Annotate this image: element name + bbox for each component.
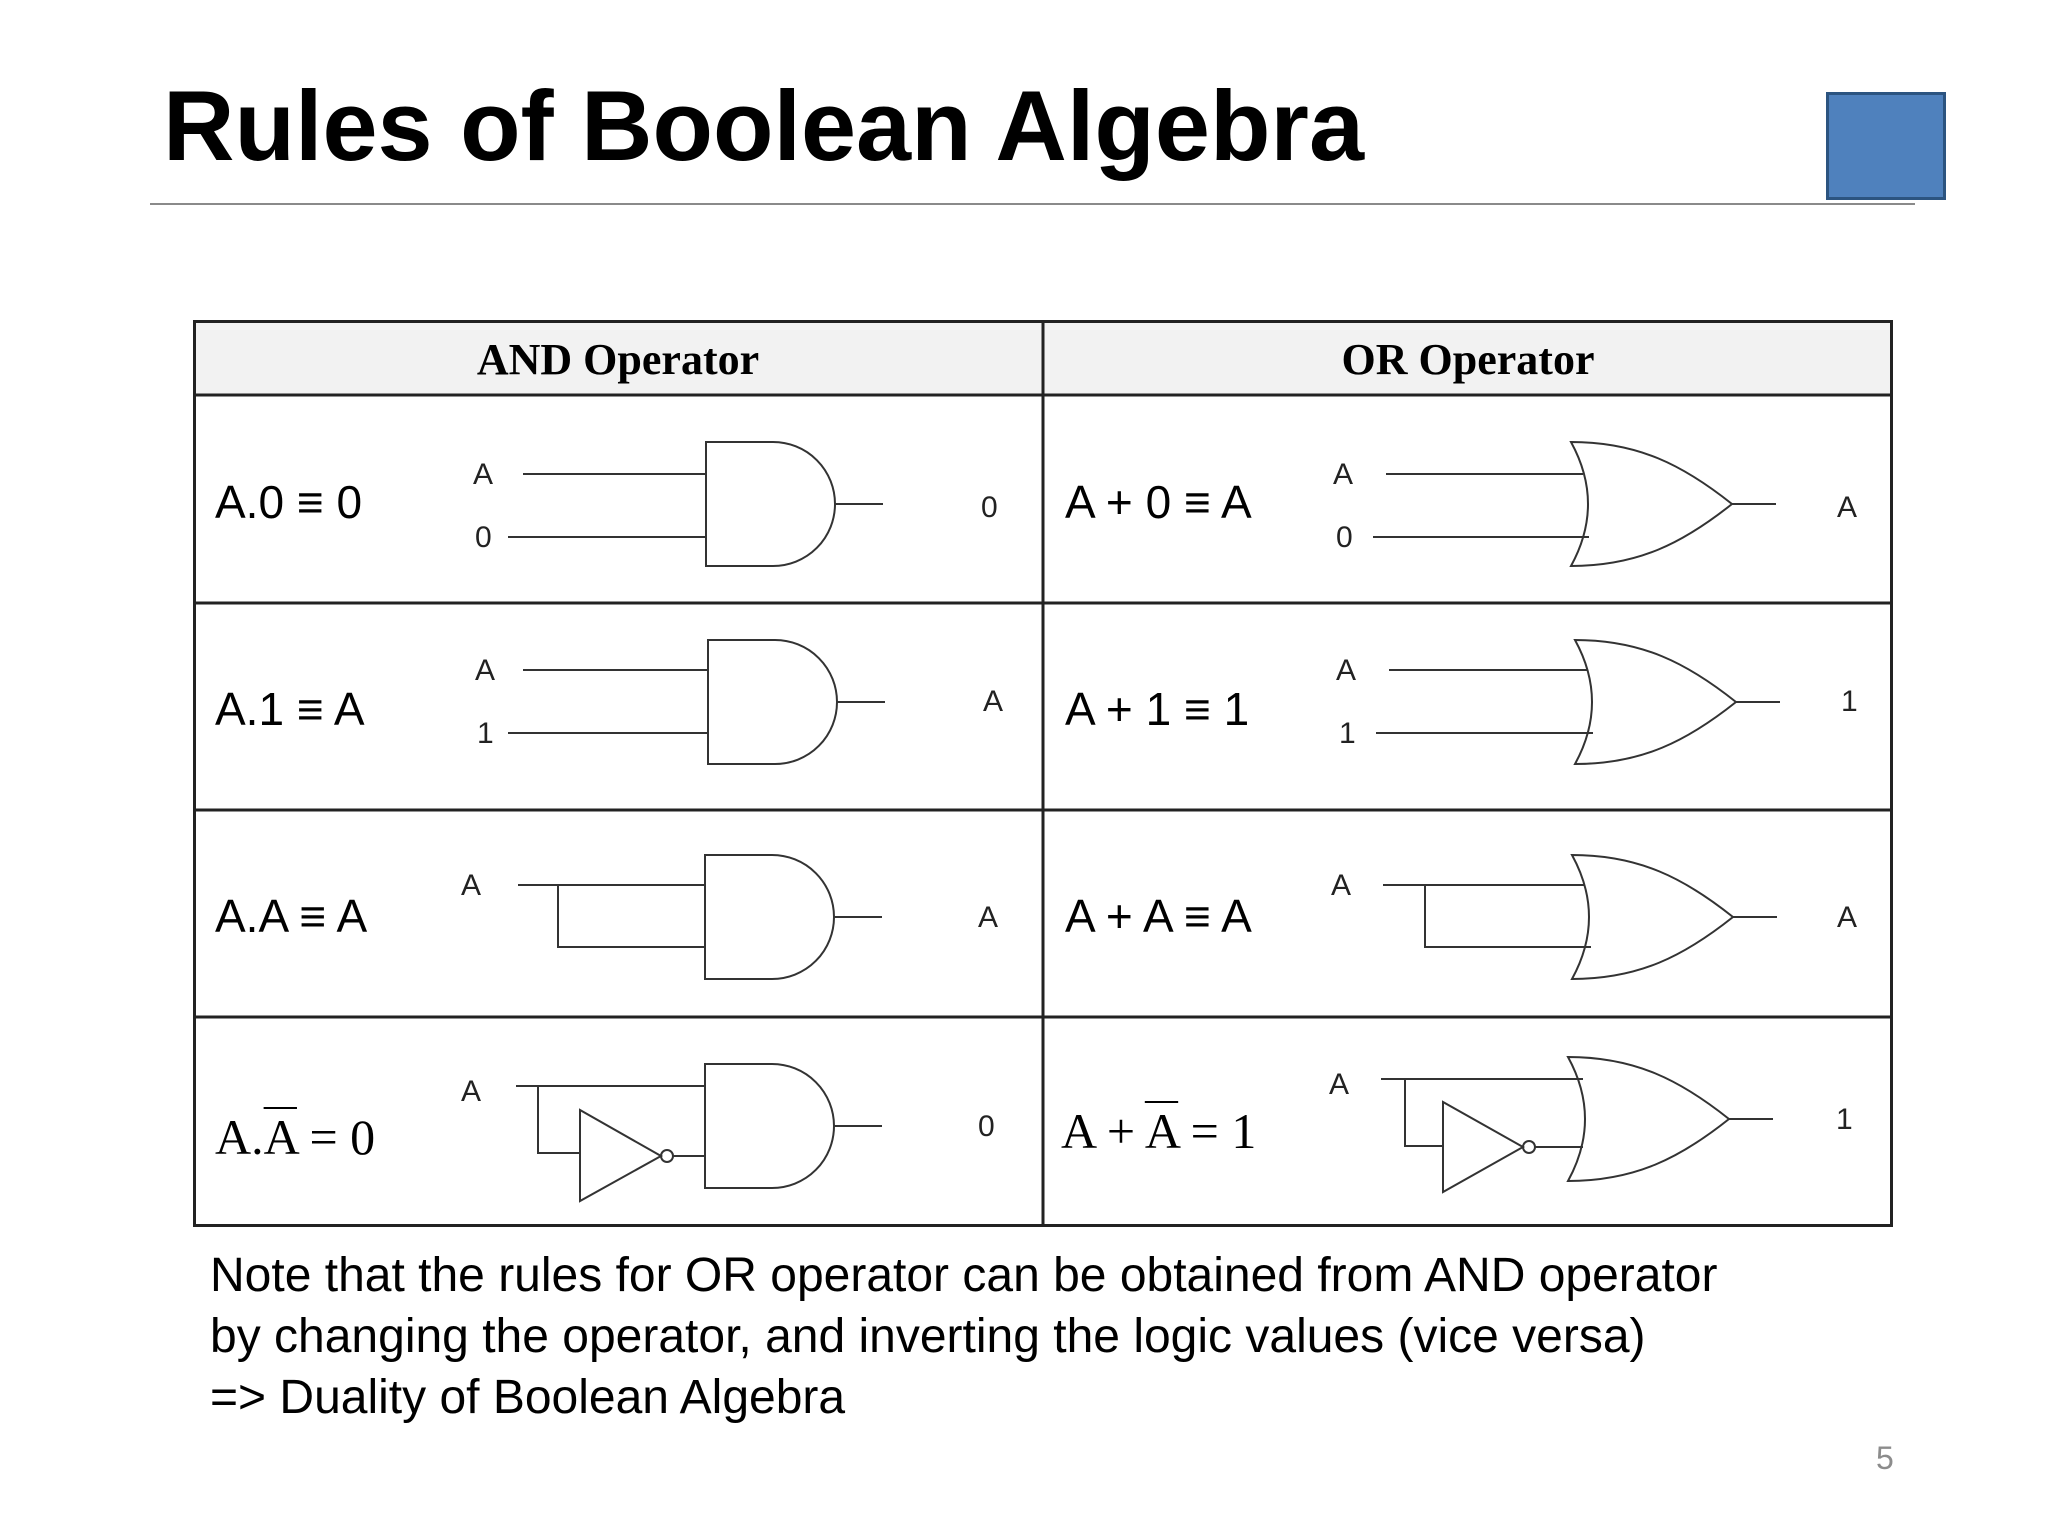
corner-decoration (1826, 92, 1946, 200)
and-rule-3-equation: A.A ≡ A (215, 890, 368, 942)
note-line-3: => Duality of Boolean Algebra (210, 1371, 846, 1424)
or-rule-4-input-a: A (1329, 1068, 1350, 1101)
slide-title: Rules of Boolean Algebra (163, 70, 1365, 181)
and-rule-4-output: 0 (978, 1110, 995, 1143)
and-rule-3-input-a: A (461, 869, 482, 902)
and-rule-1-equation: A.0 ≡ 0 (215, 476, 363, 528)
or-gate-rule-1 (1373, 442, 1776, 566)
or-rule-3-input-a: A (1331, 869, 1352, 902)
and-gate-rule-2 (508, 640, 885, 764)
or-rule-2-input-a: A (1336, 654, 1357, 687)
duality-note (210, 1245, 1717, 1428)
or-rule-1-output: A (1837, 491, 1858, 524)
and-rule-2-equation: A.1 ≡ A (215, 683, 365, 735)
and-gate-rule-4 (516, 1064, 882, 1201)
and-rule-2-input-a: A (475, 654, 496, 687)
note-line-2: by changing the operator, and inverting the logic values (vice versa) (210, 1310, 1646, 1363)
or-rule-2-input-b: 1 (1339, 717, 1356, 750)
or-rule-4-output: 1 (1836, 1103, 1853, 1136)
and-rule-2-output: A (983, 685, 1004, 718)
and-rule-1-output: 0 (981, 491, 998, 524)
or-rule-1-input-a: A (1333, 458, 1354, 491)
or-rule-2-equation: A + 1 ≡ 1 (1065, 683, 1250, 735)
or-gate-rule-3 (1383, 855, 1777, 979)
or-rule-3-output: A (1837, 901, 1858, 934)
or-rule-1-equation: A + 0 ≡ A (1065, 476, 1252, 528)
or-rule-4-equation: $A + \overline{A} = 1$ (1061, 1103, 1257, 1159)
and-rule-1-input-b: 0 (475, 521, 492, 554)
title-underline (150, 203, 1915, 205)
rules-table (193, 320, 1893, 1227)
and-gate-rule-1 (508, 442, 883, 566)
or-rule-1-input-b: 0 (1336, 521, 1353, 554)
or-gate-rule-2 (1376, 640, 1780, 764)
and-rule-2-input-b: 1 (477, 717, 494, 750)
table-grid-lines (193, 320, 1893, 1227)
note-line-1: Note that the rules for OR operator can be obtained from AND operator (210, 1249, 1718, 1302)
or-rule-2-output: 1 (1841, 685, 1858, 718)
and-gate-rule-3 (518, 855, 882, 979)
and-rule-4-equation: $A.\overline{A} = 0$ (215, 1109, 376, 1165)
and-operator-header: AND Operator (476, 335, 760, 384)
and-rule-3-output: A (978, 901, 999, 934)
or-gate-rule-4 (1381, 1057, 1773, 1192)
table-grid-and-gates (193, 320, 1893, 1227)
or-rule-3-equation: A + A ≡ A (1065, 890, 1252, 942)
page-number: 5 (1876, 1440, 1894, 1476)
and-rule-1-input-a: A (473, 458, 494, 491)
and-rule-4-input-a: A (461, 1075, 482, 1108)
or-operator-header: OR Operator (1341, 335, 1595, 384)
